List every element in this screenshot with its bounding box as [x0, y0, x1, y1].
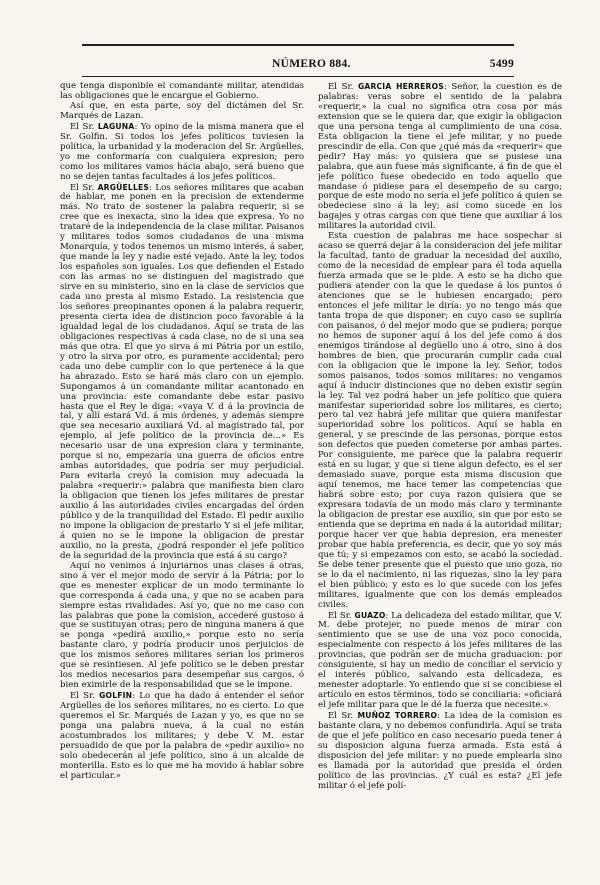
speaker-name: MUÑOZ TORRERO [357, 711, 438, 721]
speaker-name: ARGÜELLES [97, 182, 150, 192]
speech-text: Yo opino de la misma manera que el Sr. Golfin. Si todos los jefes políticos tuviesen la política, la urbanidad y la moderacion del Sr. Argüelles, yo me conformaría con cualquiera expresion; pero como los militares vamos hácia abajo, será bueno que no se dejen tantas facultades á los jefes políticos. [60, 121, 304, 182]
issue-number: NÚMERO 884. [272, 58, 351, 70]
speech-text: Señor, la cuestion es de palabras: veras sobre el sentido de la palabra «requerir,» la cual no significa otra cosa por más extension que se le quiera dar, que exigir la obligacion que una persona tenga al cumplimiento de una cosa. Esta obligacion la tiene el jefe militar, y no puede prescindir de ella. Con que ¿qué más da «requerir» que pedir? Hay más: yo quisiera que se pusiese una palabra, que aun fuese más significante, á fin de que el jefe político fuese obedecido en todo aquello que mandase ó pidiese para el desempeño de su cargo; porque de este modo no sería el jefe político á quien se obedeciese sino á la ley; así como sucede en los bagajes y otras cargas con que tiene que auxiliar á los militares la autoridad civil. [318, 82, 562, 232]
speaker-name: GOLFIN [99, 691, 133, 701]
right-column [318, 82, 562, 872]
speech-text: Lo que ha dado á entender el señor Argüelles de los señores militares, no es cierto. Lo que queremos el Sr. Marqués de Lazan y yo, es que no se ponga una palabra nueva, á la cual no están acostumbrados los militares; y debe V. M. estar persuadido de que por la palabra de «pedir auxilio» no solo obedecerán al jefe político, sino á un alcalde de monterilla. Esto es lo que me ha movido á hablar sobre el particular.» [60, 691, 304, 781]
speaker-name: GARCÍA HERREROS [357, 82, 444, 91]
speech-paragraph: El Sr. GOLFIN: Lo que ha dado á entender el señor Argüelles de los señores militares, no es cierto. Lo que queremos el Sr. Marqués de Lazan y yo, es que no se ponga una palabra nueva, á la cual no están acostumbrados los militares; y debe V. M. estar persuadido de que por la palabra de «pedir auxilio» no solo obedecerán al jefe político, sino á un alcalde de monterilla. Esto es lo que me ha movido á hablar sobre el particular.» [60, 691, 304, 781]
body-paragraph: que tenga disponible el comandante militar, atendidas las obligaciones que le encargue el Gobierno. [60, 82, 304, 101]
page-header [82, 58, 514, 74]
top-rule [82, 44, 514, 46]
speech-paragraph: El Sr. ARGÜELLES: Los señores militares que acaban de hablar, me ponen en la precision de extenderme más. No trato de sostener la palabra requerir, si se cree que es inexacta, sino la idea que expresa. Yo no trataré de la independencia de la clase militar. Paisanos y militares todos somos ciudadanos de una misma Monarquía, y todos tenemos un mismo interés, á saber, que mande la ley y nadie esté vejado. Ante la ley, todos los españoles son iguales. Los que defienden el Estado con las armas no se distinguen del magistrado que sirve en su ministerio, sino en la clase de servicios que cada uno presta al mismo Estado. La resistencia que los señores preopinantes oponen á la palabra requerir, presenta cierta idea de distincion poco favorable á la igualdad legal de los ciudadanos. Aquí se trata de las obligaciones respectivas á cada clase, no de si una sea más que otra. El que yo sirva á mi Pátria por un estilo, y otro la sirva por otro, es puramente accidental; pero cada uno debe cumplir con lo que pertenece á la que ha abrazado. Esto se hará más claro con un ejemplo. Supongamos á un comandante militar acantonado en una provincia: este comandante debe estar pasivo hasta que el Rey le diga: «vaya V. d á la provincia de tal, y allí estará Vd. á mis órdenes, y además siempre que sea necesario auxiliará Vd. al magistrado tal, por ejemplo, al jefe político de la provincia de...» Es necesario usar de una expresion clara y terminante, porque si no, empezaría una guerra de oficios entre ambas autoridades, que podría ser muy perjudicial. Para evitarla creyó la comision muy adecuada la palabra «requerir:» palabra que manifiesta bien claro la obligacion que tienen los jefes militares de prestar auxilio á las autoridades civiles encargadas del órden público y de la tranquilidad del Estado. El pedir auxilio no impone la obligacion de prestarlo Y si el jefe militar, á quien no se le impone la obligacion de prestar auxilio, no la presta, ¿podrá responder el jefe político de la seguridad de la provincia que está á su cargo? [60, 182, 304, 561]
speech-paragraph: El Sr. MUÑOZ TORRERO: La idea de la comision es bastante clara, y no debemos confundirla. Aquí se trata de que el jefe político en caso necesario pueda tener á su disposicion alguna fuerza armada. Esta está á disposicion del jefe militar: y no puede emplearla sino es llamada por la autoridad que presida el órden político de las provincias. ¿Y cuál es esta? ¿El jefe militar ó el jefe polí- [318, 711, 562, 791]
page-number: 5499 [489, 58, 514, 70]
speech-paragraph: El Sr. LAGUNA: Yo opino de la misma manera que el Sr. Golfin. Si todos los jefes políticos tuviesen la política, la urbanidad y la moderacion del Sr. Argüelles, yo me conformaría con cualquiera expresion; pero como los militares vamos hácia abajo, será bueno que no se dejen tantas facultades á los jefes políticos. [60, 121, 304, 182]
speech-paragraph: El Sr. GARCÍA HERREROS: Señor, la cuestion es de palabras: veras sobre el sentido de la palabra «requerir,» la cual no significa otra cosa por más extension que se le quiera dar, que exigir la obligacion que una persona tenga al cumplimiento de una cosa. Esta obligacion la tiene el jefe militar, y no puede prescindir de ella. Con que ¿qué más da «requerir» que pedir? Hay más: yo quisiera que se pusiese una palabra, que aun fuese más significante, á fin de que el jefe político fuese obedecido en todo aquello que mandase ó pidiese para el desempeño de su cargo; porque de este modo no sería el jefe político á quien se obedeciese sino á la ley; así como sucede en los bagajes y otras cargas con que tiene que auxiliar á los militares la autoridad civil. [318, 82, 562, 232]
speaker-name: LAGUNA [97, 121, 135, 131]
body-paragraph: Así que, en esta parte, soy del dictámen del Sr. Marqués de Lazan. [60, 100, 304, 121]
speech-text: La idea de la comision es bastante clara, y no debemos confundirla. Aquí se trata de que el jefe político en caso necesario pueda tener á su disposicion alguna fuerza armada. Esta está á disposicion del jefe militar: y no puede emplearla sino es llamada por la autoridad que presida el órden político de las provincias. ¿Y cuál es esta? ¿El jefe militar ó el jefe polí- [318, 711, 562, 791]
speech-text: Los señores militares que acaban de hablar, me ponen en la precision de extenderme más. No trato de sostener la palabra requerir, si se cree que es inexacta, sino la idea que expresa. Yo no trataré de la independencia de la clase militar. Paisanos y militares todos somos ciudadanos de una misma Monarquía, y todos tenemos un mismo interés, á saber, que mande la ley y nadie esté vejado. Ante la ley, todos los españoles son iguales. Los que defienden el Estado con las armas no se distinguen del magistrado que sirve en su ministerio, sino en la clase de servicios que cada uno presta al mismo Estado. La resistencia que los señores preopinantes oponen á la palabra requerir, presenta cierta idea de distincion poco favorable á la igualdad legal de los ciudadanos. Aquí se trata de las obligaciones respectivas á cada clase, no de si una sea más que otra. El que yo sirva á mi Pátria por un estilo, y otro la sirva por otro, es puramente accidental; pero cada uno debe cumplir con lo que pertenece á la que ha abrazado. Esto se hará más claro con un ejemplo. Supongamos á un comandante militar acantonado en una provincia: este comandante debe estar pasivo hasta que el Rey le diga: «vaya V. d á la provincia de tal, y allí estará Vd. á mis órdenes, y además siempre que sea necesario auxiliará Vd. al magistrado tal, por ejemplo, al jefe político de la provincia de...» Es necesario usar de una expresion clara y terminante, porque si no, empezaría una guerra de oficios entre ambas autoridades, que podría ser muy perjudicial. Para evitarla creyó la comision muy adecuada la palabra «requerir:» palabra que manifiesta bien claro la obligacion que tienen los jefes militares de prestar auxilio á las autoridades civiles encargadas del órden público y de la tranquilidad del Estado. El pedir auxilio no impone la obligacion de prestarlo Y si el jefe militar, á quien no se le impone la obligacion de prestar auxilio, no la presta, ¿podrá responder el jefe político de la seguridad de la provincia que está á su cargo? [60, 182, 304, 561]
body-paragraph: Esta cuestion de palabras me hace sospechar si acaso se querrá dejar á la consideracion del jefe militar la facultad, tanto de graduar la necesidad del auxilio, como de la necesidad de emplear para él toda aquella fuerza armada que se le pide. A esto se ha dicho que pudiera atender con la que le quedase á los puntos ó atenciones que se le hubiesen encargado; pero entonces el jefe militar le diría: yo no tengo más que tanta tropa de que disponer; en cuyo caso se supliría con paisanos, ó del mejor modo que se pudiera; porque no hemos de suponer aquí á los del jefe como á dos enemigos tirándose al degüello uno á otro, sino á dos hombres de bien, que procurarán cumplir cada cual con la obligacion que le impone la ley. Señor, todos somos paisanos, todos somos militares: no vengamos aquí á inducir distinciones que no deben existir según la ley. Tal vez podrá haber un jefe político que quiera manifestar superioridad sobre los militares, es cierto; pero tal vez habrá jefe militar que quiera manifestar superioridad sobre los políticos. Aquí se habla en general, y se prescinde de las personas, porque estos son defectos que pueden cometerse por ambas partes. Por consiguiente, me parece que la palabra requerir está en su lugar, y que si tiene algun defecto, es el ser demasiado suave, porque esta misma discusion que aquí tenemos, me hace temer las competencias que habrá sobre esto; por cuya razon quisiera que se expresara todavía de un modo más claro y terminante la obligacion de prestar ese auxilio, sin que por esto se entienda que se deprima en nada á la autoridad militar; porque hacer ver que habia depresion, era menester probar que había preferencia, es decir, que yo soy más que tú; y si empezamos con esto, se acabó la sociedad. Se debe tener presente que el puesto que uno goza, no se lo da el nacimiento, ni las riquezas, sino la ley para el bien público; y esto es lo que sucede con los jefes militares, igualmente que con los demás empleados civiles. [318, 231, 562, 610]
speech-paragraph: El Sr. GUAZO: La delicadeza del estado militar, que V. M. debe protejer, no puede menos de mirar con sentimiento que se use de una voz poco conocida, especialmente con respecto á los jefes militares de las provincias, que podrán ser de mucha graduacion: por consiguiente, si hay un medio de conciliar el servicio y el interés público, salvando esta delicadeza, es menester adoptarle. Yo entiendo que si se concibiese el artículo en estos términos, todo se conciliaria: «oficiará el jefe militar para que le dé la fuerza que necesite.» [318, 610, 562, 711]
body-paragraph: Aquí no venimos á injuriarnos unas clases á otras, sino á ver el mejor modo de servir á la Pátria; por lo que es menester explicar de un modo terminante lo que corresponda á cada una, y que no se acaben para siempre estas rivalidades. Así yo, que no me caso con las palabras que pone la comision, accederé gustoso á que se sustituyan otras; pero de ninguna manera á que se ponga «pedirá auxilio,» porque esto no sería bastante claro, y podría producir unos perjuicios de que los mismos señores militares serian los primeros que se resintiesen. Al jefe político se le deben prestar los medios necesarios para desempeñar sus cargos, ó bien eximirle de la responsabilidad que se le impone. [60, 560, 304, 691]
header-rule [82, 76, 514, 77]
speaker-name: GUAZO [354, 610, 386, 620]
left-column [60, 82, 304, 872]
speech-text: La delicadeza del estado militar, que V. M. debe protejer, no puede menos de mirar con sentimiento que se use de una voz poco conocida, especialmente con respecto á los jefes militares de las provincias, que podrán ser de mucha graduacion: por consiguiente, si hay un medio de conciliar el servicio y el interés público, salvando esta delicadeza, es menester adoptarle. Yo entiendo que si se concibiese el artículo en estos términos, todo se conciliaria: «oficiará el jefe militar para que le dé la fuerza que necesite.» [318, 610, 562, 711]
